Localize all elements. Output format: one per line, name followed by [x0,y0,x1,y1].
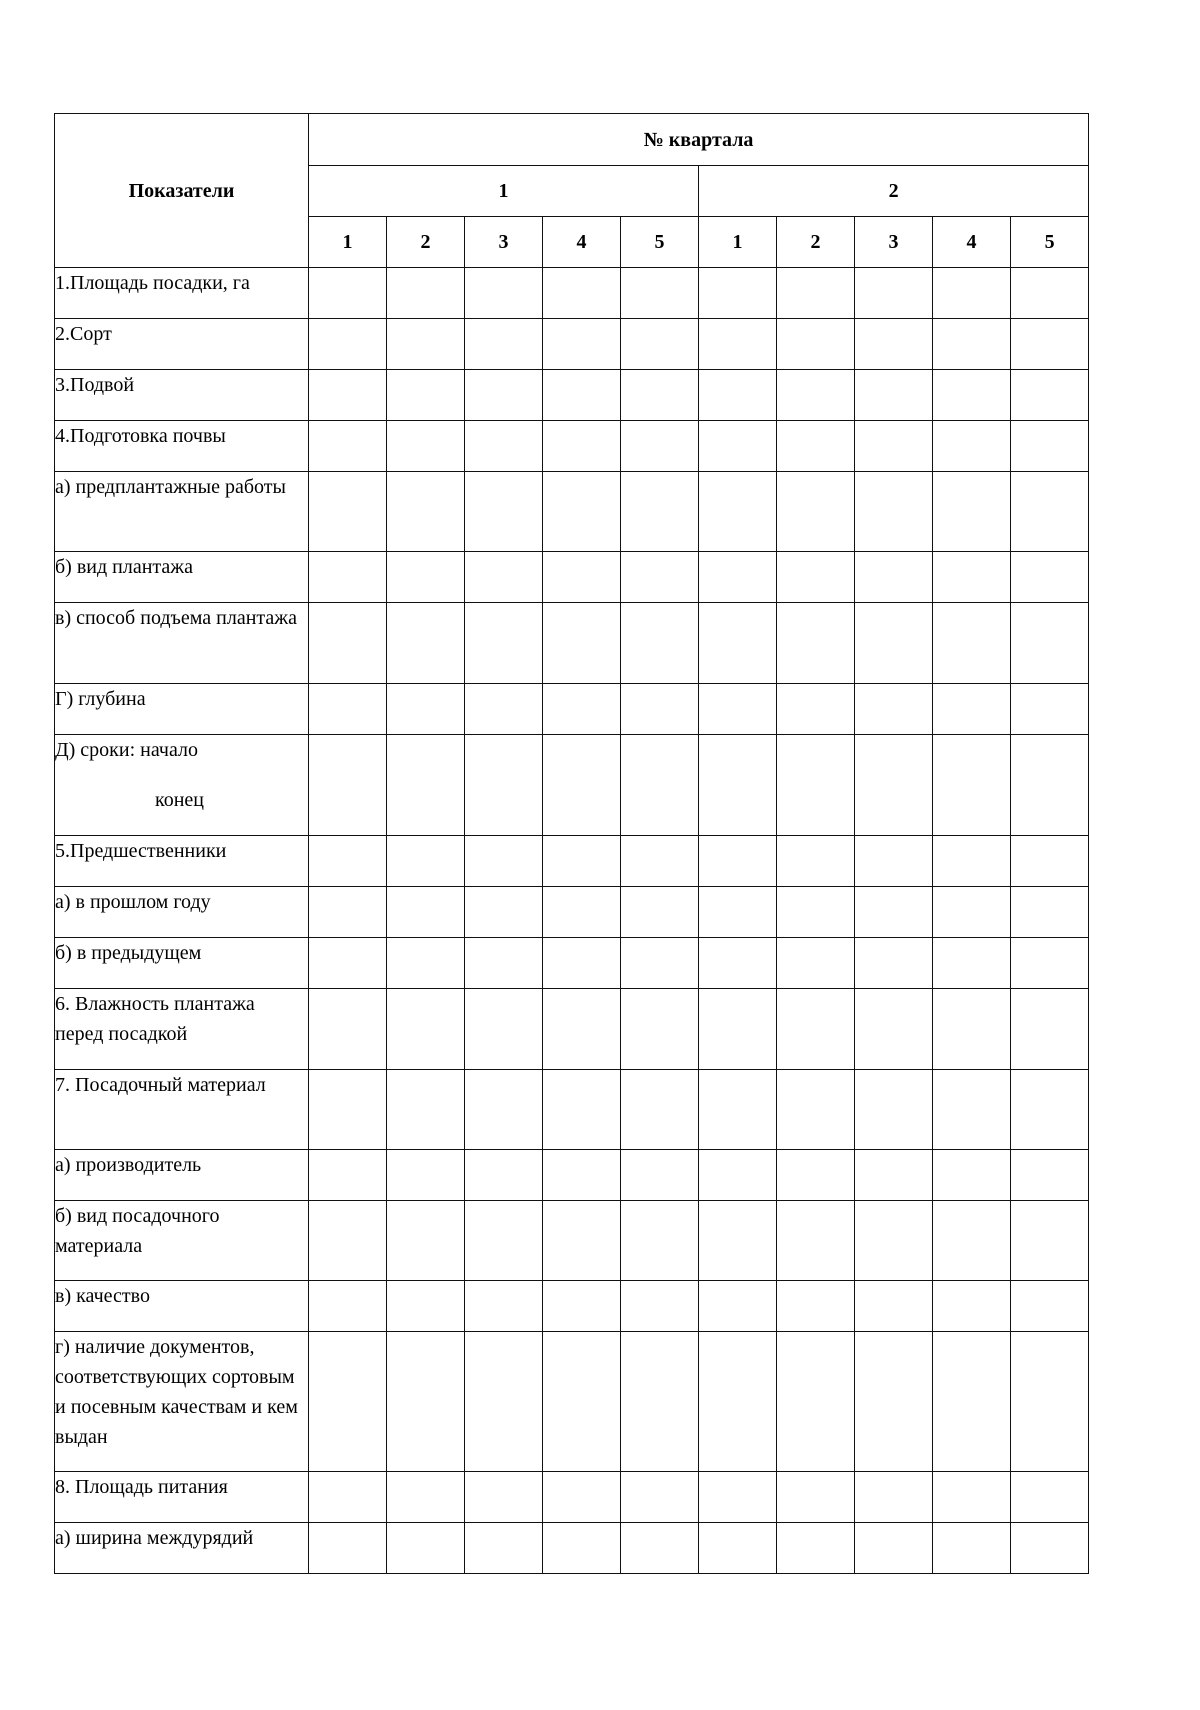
value-cell[interactable] [309,887,387,938]
value-cell[interactable] [777,1281,855,1332]
value-cell[interactable] [387,268,465,319]
value-cell[interactable] [855,684,933,735]
table-row [55,1150,1089,1201]
value-cell[interactable] [777,735,855,836]
row-label [55,472,309,552]
quarter-1-header: 1 [309,166,699,217]
value-cell[interactable] [543,989,621,1070]
value-cell[interactable] [465,421,543,472]
value-cell[interactable] [621,472,699,552]
value-cell[interactable] [387,603,465,684]
value-cell[interactable] [1011,319,1089,370]
value-cell[interactable] [543,684,621,735]
value-cell[interactable] [699,1472,777,1523]
value-cell[interactable] [387,1201,465,1281]
value-cell[interactable] [465,1201,543,1281]
row-label-text: 7. Посадочный материал [55,1074,266,1096]
value-cell[interactable] [1011,1332,1089,1472]
value-cell[interactable] [777,836,855,887]
value-cell[interactable] [933,684,1011,735]
value-cell[interactable] [933,1472,1011,1523]
value-cell[interactable] [699,268,777,319]
value-cell[interactable] [699,1070,777,1150]
value-cell[interactable] [543,552,621,603]
value-cell[interactable] [855,989,933,1070]
value-cell[interactable] [855,1472,933,1523]
value-cell[interactable] [1011,1201,1089,1281]
value-cell[interactable] [777,268,855,319]
value-cell[interactable] [465,836,543,887]
value-cell[interactable] [387,1332,465,1472]
value-cell[interactable] [309,370,387,421]
value-cell[interactable] [933,421,1011,472]
value-cell[interactable] [309,1070,387,1150]
value-cell[interactable] [621,421,699,472]
value-cell[interactable] [777,370,855,421]
value-cell[interactable] [309,1523,387,1574]
value-cell[interactable] [777,938,855,989]
value-cell[interactable] [1011,603,1089,684]
value-cell[interactable] [1011,989,1089,1070]
value-cell[interactable] [1011,836,1089,887]
row-label-text: а) предплантажные работы [55,476,286,498]
table-row [55,887,1089,938]
row-label [55,1332,309,1472]
row-label [55,1472,309,1523]
row-label [55,421,309,472]
value-cell[interactable] [621,735,699,836]
table-row [55,836,1089,887]
value-cell[interactable] [699,836,777,887]
value-cell[interactable] [387,1281,465,1332]
value-cell[interactable] [387,370,465,421]
value-cell[interactable] [621,1281,699,1332]
value-cell[interactable] [621,319,699,370]
value-cell[interactable] [465,1070,543,1150]
row-label [55,370,309,421]
value-cell[interactable] [855,268,933,319]
value-cell[interactable] [621,1523,699,1574]
value-cell[interactable] [933,268,1011,319]
value-cell[interactable] [699,938,777,989]
row-label-text: 8. Площадь питания [55,1476,228,1498]
table-row [55,370,1089,421]
sub-column-header: 5 [1011,217,1089,268]
value-cell[interactable] [543,268,621,319]
value-cell[interactable] [621,1070,699,1150]
value-cell[interactable] [309,938,387,989]
value-cell[interactable] [309,603,387,684]
value-cell[interactable] [1011,1523,1089,1574]
row-label-text: Г) глубина [55,688,146,710]
value-cell[interactable] [933,319,1011,370]
value-cell[interactable] [621,603,699,684]
value-cell[interactable] [543,1070,621,1150]
row-label [55,887,309,938]
row-label [55,938,309,989]
value-cell[interactable] [309,1150,387,1201]
value-cell[interactable] [1011,268,1089,319]
sub-column-header: 4 [933,217,1011,268]
sub-column-header: 2 [387,217,465,268]
table-row [55,319,1089,370]
value-cell[interactable] [309,836,387,887]
table-row [55,1523,1089,1574]
value-cell[interactable] [933,603,1011,684]
value-cell[interactable] [777,603,855,684]
value-cell[interactable] [855,887,933,938]
table-row [55,1281,1089,1332]
value-cell[interactable] [699,421,777,472]
value-cell[interactable] [855,552,933,603]
value-cell[interactable] [933,836,1011,887]
value-cell[interactable] [933,1070,1011,1150]
value-cell[interactable] [1011,887,1089,938]
row-label [55,989,309,1070]
table-row [55,268,1089,319]
value-cell[interactable] [621,989,699,1070]
value-cell[interactable] [699,370,777,421]
value-cell[interactable] [387,552,465,603]
value-cell[interactable] [387,887,465,938]
value-cell[interactable] [933,1150,1011,1201]
value-cell[interactable] [465,1150,543,1201]
value-cell[interactable] [465,370,543,421]
value-cell[interactable] [621,887,699,938]
value-cell[interactable] [387,836,465,887]
table-row [55,421,1089,472]
value-cell[interactable] [309,735,387,836]
value-cell[interactable] [1011,421,1089,472]
value-cell[interactable] [309,268,387,319]
table-row [55,938,1089,989]
row-label-text: а) в прошлом году [55,891,211,913]
table-row [55,1472,1089,1523]
row-label-text: 5.Предшественники [55,840,227,862]
value-cell[interactable] [465,938,543,989]
value-cell[interactable] [855,1523,933,1574]
row-label-text: в) способ подъема плантажа [55,607,297,629]
table-row [55,684,1089,735]
table-row [55,472,1089,552]
sub-column-header: 3 [465,217,543,268]
value-cell[interactable] [933,552,1011,603]
value-cell[interactable] [309,421,387,472]
value-cell[interactable] [1011,735,1089,836]
value-cell[interactable] [309,1472,387,1523]
value-cell[interactable] [699,989,777,1070]
value-cell[interactable] [777,989,855,1070]
value-cell[interactable] [621,268,699,319]
value-cell[interactable] [933,1201,1011,1281]
table-row [55,1332,1089,1472]
row-label-text: 2.Сорт [55,323,112,345]
value-cell[interactable] [543,1332,621,1472]
value-cell[interactable] [777,1523,855,1574]
value-cell[interactable] [543,1472,621,1523]
value-cell[interactable] [699,1201,777,1281]
value-cell[interactable] [543,836,621,887]
value-cell[interactable] [777,1201,855,1281]
value-cell[interactable] [543,938,621,989]
row-label [55,603,309,684]
value-cell[interactable] [543,472,621,552]
value-cell[interactable] [699,1523,777,1574]
table-row [55,989,1089,1070]
value-cell[interactable] [309,1332,387,1472]
value-cell[interactable] [465,603,543,684]
value-cell[interactable] [1011,1150,1089,1201]
value-cell[interactable] [699,1281,777,1332]
indicators-header: Показатели [55,114,309,268]
sub-column-header: 1 [699,217,777,268]
value-cell[interactable] [699,887,777,938]
value-cell[interactable] [855,938,933,989]
value-cell[interactable] [855,1281,933,1332]
quarter-2-header: 2 [699,166,1089,217]
value-cell[interactable] [543,603,621,684]
value-cell[interactable] [543,887,621,938]
value-cell[interactable] [699,552,777,603]
value-cell[interactable] [699,1150,777,1201]
value-cell[interactable] [543,1201,621,1281]
table-row [55,552,1089,603]
value-cell[interactable] [777,1332,855,1472]
value-cell[interactable] [465,1332,543,1472]
row-label [55,552,309,603]
row-label [55,319,309,370]
row-label-text: г) наличие документов, соответствующих сортовым и посевным качествам и кем выдан [55,1336,298,1448]
value-cell[interactable] [543,370,621,421]
value-cell[interactable] [309,552,387,603]
value-cell[interactable] [699,319,777,370]
value-cell[interactable] [465,1523,543,1574]
value-cell[interactable] [465,319,543,370]
value-cell[interactable] [777,887,855,938]
value-cell[interactable] [855,735,933,836]
quarter-number-header: № квартала [309,114,1089,166]
value-cell[interactable] [933,1281,1011,1332]
value-cell[interactable] [933,1332,1011,1472]
value-cell[interactable] [309,472,387,552]
table-row [55,735,1089,836]
value-cell[interactable] [777,472,855,552]
row-label-text: б) вид плантажа [55,556,193,578]
value-cell[interactable] [1011,1281,1089,1332]
row-label-text: а) производитель [55,1154,202,1176]
value-cell[interactable] [387,472,465,552]
value-cell[interactable] [621,938,699,989]
value-cell[interactable] [1011,938,1089,989]
value-cell[interactable] [777,1070,855,1150]
value-cell[interactable] [621,1150,699,1201]
value-cell[interactable] [777,684,855,735]
row-label [55,684,309,735]
value-cell[interactable] [699,1332,777,1472]
row-label-text: в) качество [55,1285,150,1307]
value-cell[interactable] [855,319,933,370]
row-label-text: а) ширина междурядий [55,1527,254,1549]
row-label-text: б) вид посадочного материала [55,1205,220,1257]
value-cell[interactable] [855,370,933,421]
row-label-text: Д) сроки: начало [55,739,199,761]
value-cell[interactable] [387,1523,465,1574]
value-cell[interactable] [465,989,543,1070]
value-cell[interactable] [933,1523,1011,1574]
value-cell[interactable] [699,472,777,552]
value-cell[interactable] [309,1201,387,1281]
row-label [55,1070,309,1150]
sub-column-header: 3 [855,217,933,268]
row-label-text-secondary: конец [155,789,204,811]
row-label-text: 4.Подготовка почвы [55,425,226,447]
row-label [55,1201,309,1281]
value-cell[interactable] [855,421,933,472]
row-label-text: б) в предыдущем [55,942,202,964]
value-cell[interactable] [777,319,855,370]
value-cell[interactable] [387,989,465,1070]
sub-column-header: 4 [543,217,621,268]
value-cell[interactable] [309,1281,387,1332]
table-row [55,603,1089,684]
value-cell[interactable] [777,552,855,603]
value-cell[interactable] [387,684,465,735]
value-cell[interactable] [387,735,465,836]
sub-column-header: 2 [777,217,855,268]
value-cell[interactable] [699,684,777,735]
value-cell[interactable] [777,1150,855,1201]
value-cell[interactable] [543,1150,621,1201]
value-cell[interactable] [621,684,699,735]
value-cell[interactable] [621,370,699,421]
value-cell[interactable] [855,1332,933,1472]
value-cell[interactable] [387,1472,465,1523]
value-cell[interactable] [621,836,699,887]
value-cell[interactable] [621,1332,699,1472]
value-cell[interactable] [387,1070,465,1150]
value-cell[interactable] [777,421,855,472]
value-cell[interactable] [855,1201,933,1281]
row-label [55,1281,309,1332]
value-cell[interactable] [465,1281,543,1332]
value-cell[interactable] [855,472,933,552]
value-cell[interactable] [699,735,777,836]
report-table [54,113,1089,1574]
value-cell[interactable] [933,989,1011,1070]
value-cell[interactable] [1011,370,1089,421]
value-cell[interactable] [933,938,1011,989]
value-cell[interactable] [1011,1472,1089,1523]
value-cell[interactable] [933,887,1011,938]
table-row [55,1201,1089,1281]
value-cell[interactable] [309,319,387,370]
row-label [55,1523,309,1574]
row-label [55,268,309,319]
value-cell[interactable] [1011,472,1089,552]
row-label-text: 6. Влажность плантажа перед посадкой [55,993,255,1045]
value-cell[interactable] [543,735,621,836]
row-label [55,836,309,887]
value-cell[interactable] [387,938,465,989]
value-cell[interactable] [465,684,543,735]
row-label-text: 3.Подвой [55,374,135,396]
value-cell[interactable] [933,735,1011,836]
value-cell[interactable] [621,1472,699,1523]
value-cell[interactable] [465,472,543,552]
value-cell[interactable] [933,472,1011,552]
value-cell[interactable] [621,1201,699,1281]
value-cell[interactable] [465,268,543,319]
value-cell[interactable] [1011,684,1089,735]
sub-column-header: 5 [621,217,699,268]
row-label [55,1150,309,1201]
value-cell[interactable] [777,1472,855,1523]
value-cell[interactable] [387,319,465,370]
value-cell[interactable] [1011,552,1089,603]
value-cell[interactable] [543,1523,621,1574]
value-cell[interactable] [309,684,387,735]
value-cell[interactable] [855,603,933,684]
value-cell[interactable] [543,421,621,472]
value-cell[interactable] [855,1070,933,1150]
row-label-text: 1.Площадь посадки, га [55,272,250,294]
value-cell[interactable] [465,552,543,603]
value-cell[interactable] [387,421,465,472]
table-row [55,1070,1089,1150]
value-cell[interactable] [855,1150,933,1201]
value-cell[interactable] [465,735,543,836]
value-cell[interactable] [699,603,777,684]
value-cell[interactable] [465,1472,543,1523]
value-cell[interactable] [387,1150,465,1201]
value-cell[interactable] [1011,1070,1089,1150]
value-cell[interactable] [543,1281,621,1332]
row-label [55,735,309,836]
sub-column-header: 1 [309,217,387,268]
value-cell[interactable] [309,989,387,1070]
value-cell[interactable] [855,836,933,887]
value-cell[interactable] [543,319,621,370]
value-cell[interactable] [933,370,1011,421]
value-cell[interactable] [465,887,543,938]
value-cell[interactable] [621,552,699,603]
